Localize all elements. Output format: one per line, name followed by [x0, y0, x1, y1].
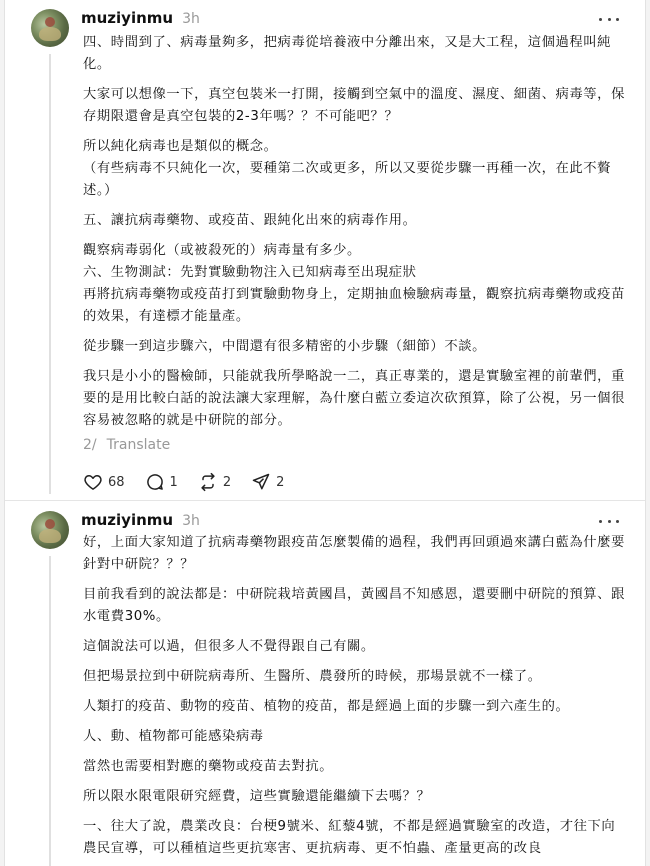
translate-link[interactable]: Translate	[106, 437, 171, 453]
paragraph: 大家可以想像一下，真空包裝米一打開，接觸到空氣中的溫度、濕度、細菌、病毒等，保存期限還會是真空包裝的2-3年嗎？？不可能吧？？	[83, 87, 625, 124]
post-body	[83, 532, 625, 866]
more-options-icon[interactable]	[599, 514, 619, 528]
paragraph: 四、時間到了、病毒量夠多，把病毒從培養液中分離出來，又是大工程，這個過程叫純化。	[83, 35, 612, 72]
thread-line	[49, 54, 51, 494]
paragraph: 再將抗病毒藥物或疫苗打到實驗動物身上，定期抽血檢驗病毒量，觀察抗病毒藥物或疫苗的效果，有達標才能量產。	[83, 287, 625, 324]
timestamp: 3h	[182, 513, 200, 529]
username[interactable]: muziyinmu	[81, 511, 174, 529]
paragraph: 這個說法可以過，但很多人不覺得跟自己有關。	[83, 639, 375, 654]
avatar[interactable]	[31, 9, 69, 47]
repost-icon	[198, 472, 218, 492]
paragraph: 一、往大了說，農業改良：台梗9號米、紅藜4號，不都是經過實驗室的改造，才往下向農民宣導，可以種植這些更抗寒害、更抗病毒、更不怕蟲、產量更高的改良	[83, 819, 616, 856]
paragraph: （有些病毒不只純化一次，要種第二次或更多，所以又要從步驟一再種一次，在此不贅述。）	[83, 161, 612, 198]
post-divider	[5, 500, 645, 501]
page-indicator: 2/	[83, 437, 97, 453]
paragraph: 我只是小小的醫檢師，只能就我所學略說一二，真正專業的，還是實驗室裡的前輩們，重要的是用比較白話的說法讓大家理解，為什麼白藍立委這次砍預算，除了公視，另一個很容易被忽略的就是中研院的部分。	[83, 369, 625, 428]
more-options-icon[interactable]	[599, 12, 619, 26]
comment-icon	[145, 472, 165, 492]
paragraph: 五、讓抗病毒藥物、或疫苗、跟純化出來的病毒作用。	[83, 213, 417, 228]
paragraph: 六、生物測試：先對實驗動物注入已知病毒至出現症狀	[83, 265, 417, 280]
paragraph: 目前我看到的說法都是：中研院栽培黃國昌，黃國昌不知感恩，還要刪中研院的預算、跟水電費30%。	[83, 587, 625, 624]
paragraph: 當然也需要相對應的藥物或疫苗去對抗。	[83, 759, 334, 774]
paragraph: 所以限水限電限研究經費，這些實驗還能繼續下去嗎？？	[83, 789, 431, 804]
send-icon	[251, 472, 271, 492]
paragraph: 好，上面大家知道了抗病毒藥物跟疫苗怎麼製備的過程，我們再回頭過來講白藍為什麼要針對中研院？？？	[83, 535, 625, 572]
comment-button[interactable]	[145, 472, 178, 492]
post-header	[81, 9, 200, 29]
repost-count: 2	[222, 474, 232, 490]
like-count: 68	[108, 474, 125, 490]
action-bar	[83, 472, 304, 492]
post-meta	[83, 437, 170, 453]
comment-count: 1	[169, 474, 178, 490]
share-count: 2	[276, 474, 285, 490]
avatar[interactable]	[31, 511, 69, 549]
paragraph: 所以純化病毒也是類似的概念。	[83, 139, 278, 154]
paragraph: 從步驟一到這步驟六，中間還有很多精密的小步驟（細節）不談。	[83, 339, 487, 354]
thread-line	[49, 556, 51, 866]
paragraph: 觀察病毒弱化（或被殺死的）病毒量有多少。	[83, 243, 361, 258]
repost-button[interactable]	[198, 472, 231, 492]
like-button[interactable]	[83, 472, 125, 492]
post-header	[81, 511, 200, 531]
paragraph: 人類打的疫苗、動物的疫苗、植物的疫苗，都是經過上面的步驟一到六產生的。	[83, 699, 570, 714]
heart-icon	[83, 472, 103, 492]
paragraph: 但把場景拉到中研院病毒所、生醫所、農發所的時候，那場景就不一樣了。	[83, 669, 542, 684]
username[interactable]: muziyinmu	[81, 9, 174, 27]
paragraph: 人、動、植物都可能感染病毒	[83, 729, 264, 744]
timestamp: 3h	[182, 11, 200, 27]
thread-card	[4, 0, 646, 866]
post-body	[83, 32, 625, 440]
share-button[interactable]	[251, 472, 284, 492]
